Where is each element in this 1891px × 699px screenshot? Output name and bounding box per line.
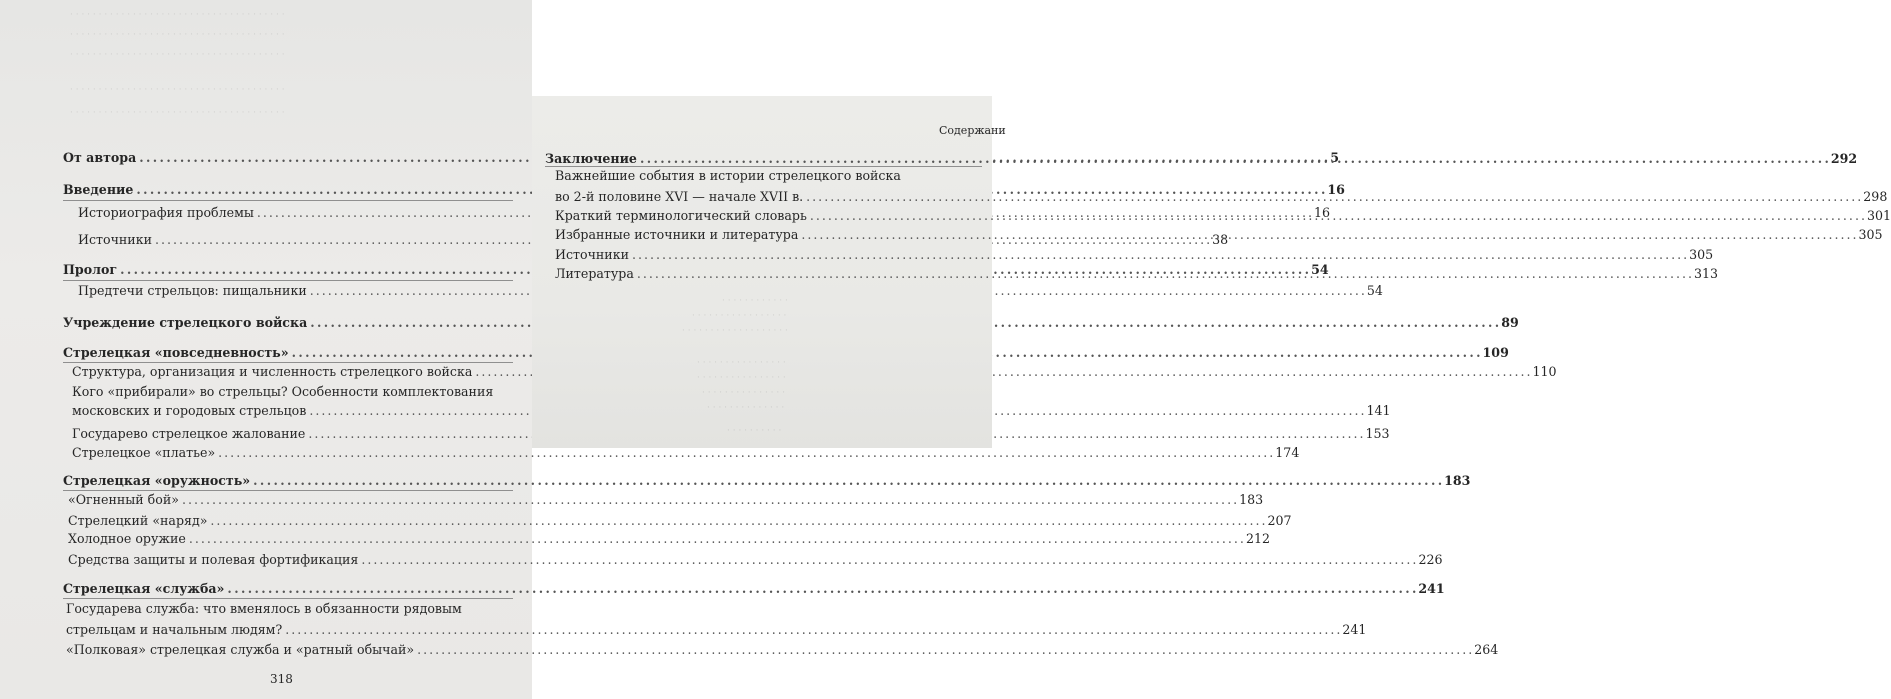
dot-leader — [417, 644, 1471, 657]
toc-entry-page: 313 — [1693, 266, 1719, 281]
dot-leader — [210, 515, 1264, 528]
toc-entry-page: 141 — [1366, 403, 1391, 418]
toc-entry — [63, 581, 1445, 596]
bleed-through-text: · · · · · · · · · · · · · · · — [702, 388, 785, 398]
dot-leader — [189, 533, 1243, 546]
bleed-through-text: · · · · · · · · · · · · · · · · · · · · · · · · · · · · · · · · · · · · · · — [70, 50, 285, 60]
toc-entry — [68, 492, 1264, 507]
toc-entry-title: Заключение — [545, 151, 637, 166]
toc-entry-page: 305 — [1858, 227, 1883, 242]
toc-entry — [555, 247, 1714, 262]
section-divider — [63, 598, 513, 599]
dot-leader — [285, 624, 1339, 637]
toc-entry-title-line1: Государева служба: что вменялось в обязанности рядовым — [66, 601, 462, 616]
toc-entry-title: Предтечи стрельцов: пищальники — [78, 283, 307, 298]
toc-entry-title: Источники — [78, 232, 152, 247]
toc-entry-page: 153 — [1365, 426, 1390, 441]
toc-entry-page: 16 — [1327, 182, 1345, 197]
toc-entry-page: 301 — [1866, 208, 1891, 223]
toc-entry-title: московских и городовых стрельцов — [72, 403, 307, 418]
toc-entry-title: Государево стрелецкое жалование — [72, 426, 306, 441]
toc-entry-page: 54 — [1311, 262, 1329, 277]
bleed-through-text: · · · · · · · · · · · · · · · · · · · · · · · · · · · · · · · · · · · · · · — [70, 108, 285, 118]
dot-leader — [806, 191, 1860, 204]
toc-entry-page: 226 — [1418, 552, 1443, 567]
toc-entry-title: Историография проблемы — [78, 205, 254, 220]
toc-entry-title: Стрелецкая «оружность» — [63, 473, 251, 488]
toc-entry-title-line1: Важнейшие события в истории стрелецкого войска — [555, 168, 901, 183]
toc-entry — [63, 473, 1471, 488]
toc-entry — [63, 345, 1509, 360]
toc-entry-title: Стрелецкое «платье» — [72, 445, 216, 460]
toc-entry-title: во 2-й половине XVI — начале XVII в. — [555, 189, 804, 204]
dot-leader — [632, 249, 1686, 262]
dot-leader — [253, 475, 1441, 488]
toc-entry-title: Структура, организация и численность стрелецкого войска — [72, 364, 473, 379]
toc-entry-page: 212 — [1245, 531, 1270, 546]
toc-entry — [68, 531, 1270, 546]
toc-entry-page: 241 — [1342, 622, 1367, 637]
toc-entry-page: 264 — [1474, 642, 1499, 657]
toc-entry — [66, 642, 1499, 657]
toc-entry-title: Пролог — [63, 262, 118, 277]
dot-leader — [227, 583, 1415, 596]
section-divider — [63, 362, 513, 363]
toc-entry-page: 174 — [1275, 445, 1300, 460]
toc-entry-title: «Полковая» стрелецкая служба и «ратный обычай» — [66, 642, 415, 657]
toc-entry — [68, 513, 1292, 528]
bleed-through-text: · · · · · · · · · · · · · · · · · · · · · · · · · · · · · · · · · · · · · · — [70, 85, 285, 95]
toc-entry-title: стрельцам и начальным людям? — [66, 622, 283, 637]
dot-leader — [218, 447, 1272, 460]
toc-entry-page: 207 — [1267, 513, 1292, 528]
toc-entry-title: «Огненный бой» — [68, 492, 179, 507]
toc-entry-title: Холодное оружие — [68, 531, 186, 546]
dot-leader — [801, 229, 1855, 242]
toc-entry-title: От автора — [63, 150, 137, 165]
toc-entry-title: Краткий терминологический словарь — [555, 208, 807, 223]
toc-entry-title: Стрелецкий «наряд» — [68, 513, 208, 528]
section-divider — [545, 166, 982, 167]
toc-entry — [72, 445, 1300, 460]
toc-entry-page: 183 — [1444, 473, 1471, 488]
toc-entry-title: Источники — [555, 247, 629, 262]
section-divider — [63, 490, 513, 491]
dot-leader — [810, 210, 1864, 223]
dot-leader — [361, 554, 1415, 567]
bleed-through-text: · · · · · · · · · · · · · · · · · · · — [682, 326, 788, 336]
toc-entry-title: Стрелецкая «служба» — [63, 581, 225, 596]
toc-entry-title: Средства защиты и полевая фортификация — [68, 552, 359, 567]
toc-entry — [72, 403, 1391, 418]
dot-leader — [640, 150, 1828, 166]
bleed-through-text: · · · · · · · · · · · · · · — [707, 403, 785, 413]
bleed-through-text: · · · · · · · · · · · · · · · · — [697, 358, 786, 368]
bleed-through-text: · · · · · · · · · · · · · · · · · — [692, 311, 787, 321]
bleed-through-text: · · · · · · · · · · · · · · · · · · · · · · · · · · · · · · · · · · · · · · — [70, 10, 285, 20]
toc-entry — [68, 552, 1443, 567]
toc-entry-title: Введение — [63, 182, 134, 197]
toc-entry-page: 54 — [1366, 283, 1383, 298]
toc-entry-title: Литература — [555, 266, 634, 281]
dot-leader — [637, 268, 1691, 281]
toc-entry-page: 5 — [1330, 150, 1339, 165]
bleed-through-text: · · · · · · · · · · · · — [722, 296, 788, 306]
toc-entry-page: 38 — [1212, 232, 1229, 247]
toc-entry-page: 292 — [1830, 151, 1858, 166]
section-divider — [63, 280, 513, 281]
toc-entry-page: 16 — [1314, 205, 1331, 220]
toc-entry-page: 298 — [1863, 189, 1888, 204]
dot-leader — [182, 494, 1236, 507]
toc-entry — [72, 364, 1557, 379]
toc-entry — [66, 622, 1367, 637]
toc-entry — [72, 426, 1390, 441]
toc-entry-title: Стрелецкая «повседневность» — [63, 345, 289, 360]
bleed-through-text: · · · · · · · · · · · · · · · · — [697, 373, 786, 383]
toc-entry-title-line1: Кого «прибирали» во стрельцы? Особенности комплектования — [72, 384, 494, 399]
bleed-through-text: · · · · · · · · · · — [727, 426, 782, 436]
toc-entry-page: 109 — [1482, 345, 1509, 360]
toc-entry — [545, 151, 1858, 166]
toc-entry-page: 241 — [1418, 581, 1445, 596]
toc-entry-page: 183 — [1239, 492, 1264, 507]
toc-entry — [78, 283, 1383, 298]
toc-entry-title: Избранные источники и литература — [555, 227, 799, 242]
page-number: 318 — [270, 672, 293, 686]
running-head: Содержани — [939, 124, 1006, 137]
toc-entry-title: Учреждение стрелецкого войска — [63, 315, 308, 330]
toc-entry-page: 305 — [1689, 247, 1714, 262]
toc-entry-page: 110 — [1532, 364, 1557, 379]
toc-entry — [63, 315, 1519, 330]
toc-entry-page: 89 — [1501, 315, 1519, 330]
bleed-through-text: · · · · · · · · · · · · · · · · · · · · · · · · · · · · · · · · · · · · · · — [70, 30, 285, 40]
section-divider — [63, 200, 513, 201]
